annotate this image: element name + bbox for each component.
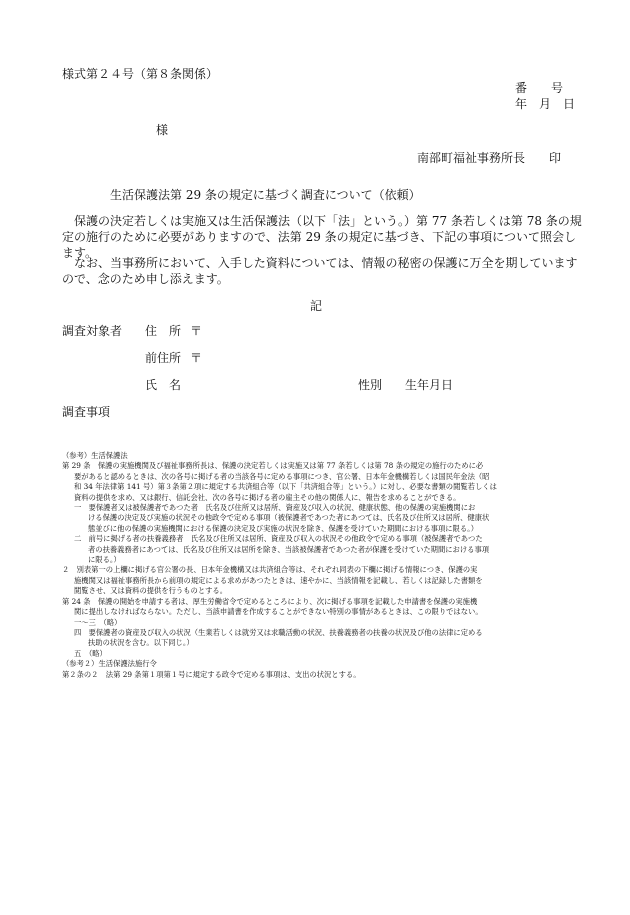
reference-line: 態並びに他の保護の実施機関における保護の決定及び実施の状況を除き、保護を受けていた期間における事項に限る。） — [88, 523, 479, 533]
reference-line: 扶助の状況を含む。以下同じ。） — [88, 638, 194, 648]
previous-address-label: 前住所 — [145, 351, 182, 365]
addressee-suffix: 様 — [156, 123, 169, 137]
reference-line: 要があると認めるときは、次の各号に掲げる者の当該各号に定める事項につき、官公署、日本年金機構若しくは国民年金法（昭 — [74, 471, 490, 481]
reference-line: 関に提出しなければならない。ただし、当該申請書を作成することができない特別の事情があるときは、この限りではない。 — [74, 607, 483, 617]
reference-line: ２ 別表第一の上欄に掲げる官公署の長、日本年金機構又は共済組合等は、それぞれ同表の下欄に掲げる情報につき、保護の実 — [62, 565, 478, 575]
reference-line: 施機関又は福祉事務所長から前項の規定による求めがあつたときは、速やかに、当該情報を記載し、若しくは記録した書類を — [74, 575, 483, 585]
sender-line: 南部町福祉事務所長 印 — [417, 151, 562, 165]
document-title: 生活保護法第 29 条の規定に基づく調査について（依頼） — [110, 188, 421, 202]
reference-line: に限る。） — [88, 555, 121, 565]
reference-line: 者の扶養義務者にあつては、氏名及び住所又は居所を除き、当該被保護者であつた者が保護を受けていた期間における事項 — [88, 544, 490, 554]
reference-line: 五 （略） — [74, 648, 107, 658]
birthdate-label: 生年月日 — [405, 378, 454, 392]
reference-line: 第 24 条 保護の開始を申請する者は、厚生労働省令で定めるところにより、次に掲げる事項を記載した申請書を保護の実施機 — [62, 596, 478, 606]
legal-reference — [62, 451, 602, 680]
investigation-items-label: 調査事項 — [62, 405, 111, 419]
reference-heading: （参考２）生活保護法施行令 — [62, 659, 157, 669]
body-paragraph-1: 保護の決定若しくは実施又は生活保護法（以下「法」という。）第 77 条若しくは第 78 条の規定の施行のために必要がありますので、法第 29 条の規定に基づき、下記の事項について照会します。 — [62, 214, 582, 260]
reference-line: 一 要保護者又は被保護者であつた者 氏名及び住所又は居所、資産及び収入の状況、健康状態、他の保護の実施機関にお — [74, 503, 476, 513]
body-paragraph-2: なお、当事務所において、入手した資料については、情報の秘密の保護に万全を期していますので、念のため申し添えます。 — [62, 256, 578, 286]
name-label: 氏 名 — [145, 378, 182, 392]
reference-line: 和 34 年法律第 141 号）第３条第２項に規定する共済組合等（以下「共済組合等」という。）に対し、必要な書類の閲覧若しくは — [74, 482, 497, 492]
form-number: 様式第２４号（第８条関係） — [62, 67, 219, 81]
reference-line: 第 29 条 保護の実施機関及び福祉事務所長は、保護の決定若しくは実施又は第 77 条若しくは第 78 条の規定の施行のために必 — [62, 461, 484, 471]
reference-line: 資料の提供を求め、又は銀行、信託会社、次の各号に掲げる者の雇主その他の関係人に、報告を求めることができる。 — [74, 492, 461, 502]
date-label: 年 月 日 — [515, 97, 576, 111]
postal-mark: 〒 — [190, 324, 203, 338]
reference-line: 二 前号に掲げる者の扶養義務者 氏名及び住所又は居所、資産及び収入の状況その他政令で定める事項（被保護者であつた — [74, 534, 483, 544]
ki-heading: 記 — [310, 299, 323, 313]
address-label: 住 所 — [145, 324, 182, 338]
reference-line: 閲覧させ、又は資料の提供を行うものとする。 — [74, 586, 228, 596]
reference-line: ける保護の決定及び実施の状況その他政令で定める事項（被保護者であつた者にあつては、氏名及び住所又は居所、健康状 — [88, 513, 490, 523]
postal-mark: 〒 — [190, 351, 203, 365]
document-number-label: 番 号 — [515, 81, 564, 95]
subject-label: 調査対象者 — [62, 324, 123, 338]
reference-line: 四 要保護者の資産及び収入の状況（生業若しくは就労又は求職活動の状況、扶養義務者の扶養の状況及び他の法律に定める — [74, 627, 483, 637]
reference-heading: （参考）生活保護法 — [62, 451, 128, 460]
sex-label: 性別 — [358, 378, 383, 392]
reference-line: 一～三 （略） — [74, 617, 122, 627]
reference-line: 第２条の２ 法第 29 条第１項第１号に規定する政令で定める事項は、支出の状況とする。 — [62, 669, 361, 679]
